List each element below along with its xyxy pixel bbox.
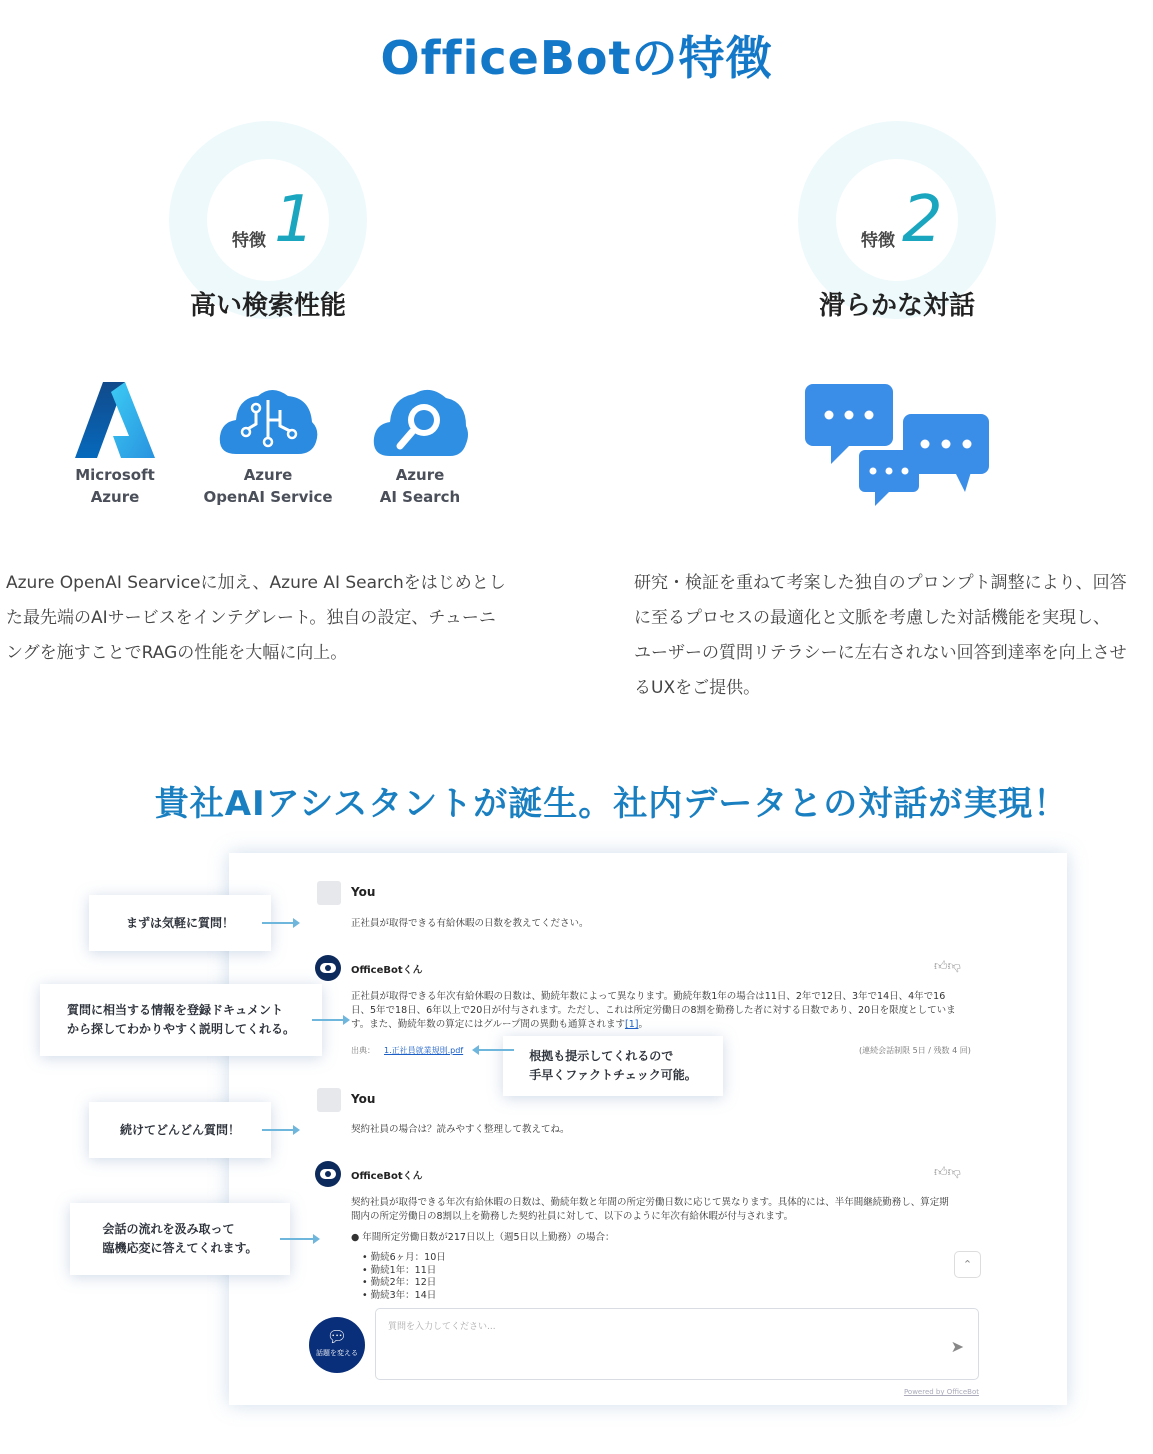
section-title: OfficeBotの特徴 <box>380 31 773 85</box>
answer-line: 間内の所定労働日の8割以上を勤務した契約社員に対して、以下のように年次有給休暇が付与されます。 <box>351 1211 794 1222</box>
callout-evidence: 根拠も提示してくれるので 手早くファクトチェック可能。 <box>503 1036 723 1096</box>
arrow-icon <box>474 1049 514 1051</box>
feature-2-description <box>634 566 1153 706</box>
source-label: 出典： <box>351 1046 375 1055</box>
list-item: • 勤続1年：11日 <box>362 1265 446 1278</box>
list-item: • 勤続2年：12日 <box>362 1277 446 1290</box>
answer-line: 正社員が取得できる年次有給休暇の日数は、勤続年数によって異なります。勤続年数1年の場合は11日、2年で12日、3年で14日、4年で16 <box>351 991 946 1002</box>
arrow-icon <box>262 922 298 924</box>
powered-by[interactable]: Powered by OfficeBot <box>903 1388 979 1396</box>
user-avatar <box>317 881 341 905</box>
input-placeholder: 質問を入力してください... <box>388 1322 496 1332</box>
description-line: た最先端のAIサービスをインテグレート。独自の設定、チューニ <box>6 608 496 628</box>
description-line: 研究・検証を重ねて考案した独自のプロンプト調整により、回答 <box>634 573 1127 593</box>
callout-context: 会話の流れを汲み取って 臨機応変に答えてくれます。 <box>70 1203 290 1275</box>
feature-1-label: 特徴 <box>232 231 266 251</box>
list-item: • 勤続3年：14日 <box>362 1290 446 1303</box>
feature-2-number: 2 <box>902 183 943 257</box>
user-name: You <box>351 885 376 899</box>
service-azure-ai-search <box>355 380 485 508</box>
change-topic-label: 話題を変える <box>316 1349 358 1357</box>
bot-answer-1 <box>351 990 971 1032</box>
bot-avatar <box>315 955 341 981</box>
service-name: Microsoft Azure <box>75 466 155 506</box>
feature-2-title: 滑らかな対話 <box>818 291 975 321</box>
service-microsoft-azure <box>50 380 180 508</box>
callout-search: 質問に相当する情報を登録ドキュメント から探してわかりやすく説明してくれる。 <box>40 984 322 1056</box>
user-message-2: 契約社員の場合は？読みやすく整理して教えてね。 <box>351 1124 570 1135</box>
send-icon[interactable]: ➤ <box>950 1337 964 1356</box>
bot-name: OfficeBotくん <box>351 1171 423 1182</box>
chat-window <box>229 853 1067 1405</box>
chat-bubbles-icon <box>805 384 991 506</box>
chat-plus-icon: 💬︎ <box>326 1327 348 1346</box>
arrow-icon <box>312 1019 348 1021</box>
conversation-limit: (連続会話制限 5日 / 残数 4 回) <box>859 1046 971 1055</box>
service-name: Azure OpenAI Service <box>203 466 333 506</box>
arrow-icon <box>280 1238 318 1240</box>
user-avatar <box>317 1088 341 1112</box>
azure-ai-search-cloud-icon <box>370 380 470 460</box>
feature-2-label: 特徴 <box>861 231 895 251</box>
service-azure-openai <box>203 380 333 508</box>
answer-line: 日、5年で18日、6年以上で20日が付与されます。ただし、これは所定労働日の8割を勤務した者に対する日数であり、20日を限度としていま <box>351 1005 956 1016</box>
user-message-1: 正社員が取得できる有給休暇の日数を教えてください。 <box>351 918 589 929</box>
azure-openai-cloud-icon <box>216 380 320 460</box>
bot-name: OfficeBotくん <box>351 965 423 976</box>
description-line: るUXをご提供。 <box>634 678 761 698</box>
reference-link[interactable]: [1] <box>624 1019 639 1030</box>
feedback-thumbs-icon[interactable]: 👍︎👎︎ <box>934 959 961 974</box>
callout-ask: まずは気軽に質問！ <box>89 895 271 951</box>
callout-continue: 続けてどんどん質問！ <box>89 1102 271 1158</box>
headline: 貴社AIアシスタントが誕生。社内データとの対話が実現！ <box>154 784 1069 824</box>
microsoft-azure-logo <box>73 380 157 460</box>
bot-answer-2 <box>351 1196 971 1224</box>
feature-1-title: 高い検索性能 <box>189 291 346 321</box>
answer-list <box>362 1252 446 1302</box>
list-item: • 勤続6ヶ月：10日 <box>362 1252 446 1265</box>
description-line: ングを施すことでRAGの性能を大幅に向上。 <box>6 643 348 663</box>
user-name: You <box>351 1092 376 1106</box>
feature-1-description <box>6 566 546 671</box>
description-line: に至るプロセスの最適化と文脈を考慮した対話機能を実現し、 <box>634 608 1110 628</box>
description-line: Azure OpenAI Searviceに加え、Azure AI Searchをはじめとし <box>6 573 506 593</box>
service-name: Azure AI Search <box>379 466 461 506</box>
answer-text: す。また、勤続年数の算定にはグループ間の異動も通算されます <box>351 1019 625 1030</box>
answer-line: す。また、勤続年数の算定にはグループ間の異動も通算されます[1]。 <box>351 1019 648 1030</box>
bot-avatar <box>315 1161 341 1187</box>
feature-1-number: 1 <box>274 183 315 257</box>
change-topic-button[interactable] <box>309 1317 365 1373</box>
arrow-icon <box>262 1129 298 1131</box>
answer-line: 契約社員が取得できる年次有給休暇の日数は、勤続年数と年間の所定労働日数に応じて異なります。具体的には、半年間継続勤務し、算定期 <box>351 1197 949 1208</box>
question-input[interactable] <box>375 1308 979 1380</box>
scroll-up-button[interactable]: ⌃ <box>954 1251 981 1278</box>
answer-condition: ● 年間所定労働日数が217日以上（週5日以上勤務）の場合： <box>351 1232 615 1243</box>
feedback-thumbs-icon[interactable]: 👍︎👎︎ <box>934 1165 961 1180</box>
description-line: ユーザーの質問リテラシーに左右されない回答到達率を向上させ <box>634 643 1127 663</box>
source-document-link[interactable]: 1.正社員就業規則.pdf <box>384 1046 464 1055</box>
